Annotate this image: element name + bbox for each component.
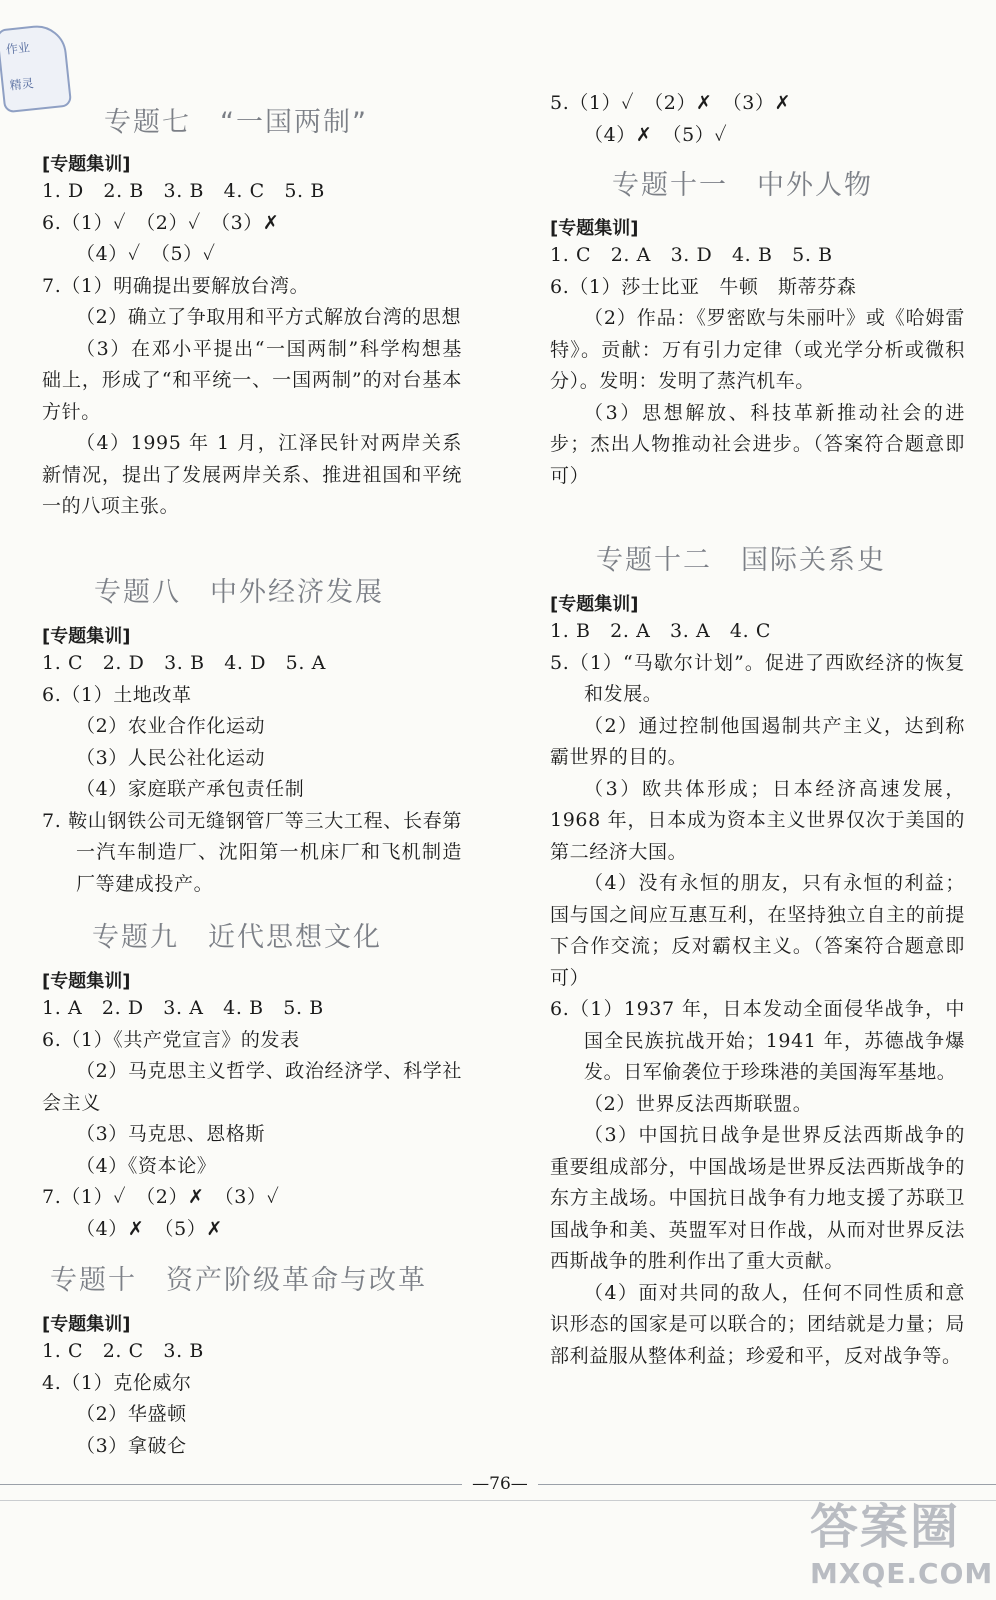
watermark-bottom: MXQE.COM xyxy=(810,1557,994,1590)
section-9-tag: [专题集训] xyxy=(42,971,131,992)
section-12-body xyxy=(550,590,965,1372)
section-8-body xyxy=(42,622,462,900)
s7-q6a: 6.（1）✓ （2）✓ （3）✗ xyxy=(42,211,280,234)
s12-q6-2: （2）世界反法西斯联盟。 xyxy=(584,1092,813,1115)
section-7 xyxy=(42,100,462,139)
s8-q6-1: 6.（1）土地改革 xyxy=(42,683,192,706)
section-11-body xyxy=(550,214,965,492)
section-10-continued xyxy=(550,88,965,151)
s12-q5-2: （2）通过控制他国遏制共产主义，达到称霸世界的目的。 xyxy=(550,714,965,768)
stamp-line2: 精灵 xyxy=(8,76,35,93)
s12-q5-4: （4）没有永恒的朋友，只有永恒的利益；国与国之间应互惠互利，在坚持独立自主的前提下合作交流；反对霸权主义。（答案符合题意即可） xyxy=(550,872,965,989)
stamp-line1: 作业 xyxy=(5,40,31,57)
s12-q5-3: （3）欧共体形成；日本经济高速发展，1968 年，日本成为资本主义世界仅次于美国的第二经济大国。 xyxy=(550,777,965,863)
s8-q7: 7. 鞍山钢铁公司无缝钢管厂等三大工程、长春第一汽车制造厂、沈阳第一机床厂和飞机制造厂等建成投产。 xyxy=(42,809,462,895)
s7-q1-5: 1. D 2. B 3. B 4. C 5. B xyxy=(42,180,325,202)
s8-q6-4: （4）家庭联产承包责任制 xyxy=(76,778,305,800)
s9-q6-1: 6.（1）《共产党宣言》的发表 xyxy=(42,1028,300,1051)
section-9-title: 专题九 近代思想文化 xyxy=(92,922,382,953)
section-11-tag: [专题集训] xyxy=(550,218,639,239)
section-10-body xyxy=(42,1310,462,1462)
s8-q6-2: （2）农业合作化运动 xyxy=(76,715,266,737)
s9-q6-3: （3）马克思、恩格斯 xyxy=(76,1123,266,1145)
s7-q7-3: （3）在邓小平提出“一国两制”科学构想基础上，形成了“和平统一、一国两制”的对台基本方针。 xyxy=(42,337,462,423)
s7-q6b: （4）✓ （5）✓ xyxy=(76,243,216,265)
watermark xyxy=(810,1488,994,1598)
s7-q7-1: 7.（1）明确提出要解放台湾。 xyxy=(42,274,310,297)
s10-q4-1: 4.（1）克伦威尔 xyxy=(42,1371,192,1394)
section-7-title: 专题七 “一国两制” xyxy=(104,107,368,138)
s12-q1-4: 1. B 2. A 3. A 4. C xyxy=(550,620,772,642)
s10-q5a: 5.（1）✓ （2）✗ （3）✗ xyxy=(550,92,792,114)
section-10-tag: [专题集训] xyxy=(42,1314,131,1335)
s11-q6-3: （3）思想解放、科技革新推动社会的进步；杰出人物推动社会进步。（答案符合题意即可） xyxy=(550,401,965,487)
section-10 xyxy=(42,1258,462,1297)
s10-q1-3: 1. C 2. C 3. B xyxy=(42,1340,204,1362)
s12-q6-4: （4）面对共同的敌人，任何不同性质和意识形态的国家是可以联合的；团结就是力量；局部利益服从整体利益；珍爱和平，反对战争等。 xyxy=(550,1281,965,1367)
s12-q6-3: （3）中国抗日战争是世界反法西斯战争的重要组成部分，中国战场是世界反法西斯战争的东方主战场。中国抗日战争有力地支援了苏联卫国战争和美、英盟军对日作战，从而对世界反法西斯战争的胜利作出了重大贡献。 xyxy=(550,1124,965,1272)
s9-q7b: （4）✗ （5）✗ xyxy=(76,1217,223,1240)
section-8-tag: [专题集训] xyxy=(42,626,131,647)
s7-q7-4: （4）1995 年 1 月，江泽民针对两岸关系新情况，提出了发展两岸关系、推进祖国和平统一的八项主张。 xyxy=(42,432,462,517)
page-number: —76— xyxy=(462,1474,538,1494)
s10-q4-3: （3）拿破仑 xyxy=(76,1434,187,1457)
s11-q6-1: 6.（1）莎士比亚 牛顿 斯蒂芬森 xyxy=(550,275,857,298)
s7-q7-2: （2）确立了争取用和平方式解放台湾的思想 xyxy=(76,306,462,328)
s12-q6-1: 6.（1）1937 年，日本发动全面侵华战争，中国全民族抗战开始；1941 年，苏德战争爆发。日军偷袭位于珍珠港的美国海军基地。 xyxy=(550,998,965,1083)
section-9-body xyxy=(42,967,462,1245)
section-11 xyxy=(550,163,965,202)
section-7-body xyxy=(42,150,462,523)
s8-q6-3: （3）人民公社化运动 xyxy=(76,746,266,769)
section-8 xyxy=(42,570,462,609)
s11-q6-2: （2）作品：《罗密欧与朱丽叶》或《哈姆雷特》。贡献：万有引力定律（或光学分析或微积分）。发明：发明了蒸汽机车。 xyxy=(550,307,965,392)
section-12-tag: [专题集训] xyxy=(550,594,639,615)
watermark-top: 答案圈 xyxy=(810,1499,961,1555)
s9-q6-4: （4）《资本论》 xyxy=(76,1154,217,1177)
section-9 xyxy=(42,915,462,954)
s10-q4-2: （2）华盛顿 xyxy=(76,1403,187,1425)
s9-q6-2: （2）马克思主义哲学、政治经济学、科学社会主义 xyxy=(42,1060,462,1114)
section-8-title: 专题八 中外经济发展 xyxy=(94,577,384,608)
section-7-tag: [专题集训] xyxy=(42,154,131,175)
section-10-title: 专题十 资产阶级革命与改革 xyxy=(50,1265,427,1296)
s8-q1-5: 1. C 2. D 3. B 4. D 5. A xyxy=(42,652,326,674)
section-11-title: 专题十一 中外人物 xyxy=(612,170,873,201)
s9-q7a: 7.（1）✓ （2）✗ （3）✓ xyxy=(42,1186,280,1208)
s12-q5-1: 5.（1）“马歇尔计划”。促进了西欧经济的恢复和发展。 xyxy=(550,651,965,705)
section-12 xyxy=(550,538,965,577)
section-12-title: 专题十二 国际关系史 xyxy=(596,545,886,576)
s11-q1-5: 1. C 2. A 3. D 4. B 5. B xyxy=(550,244,833,266)
s10-q5b: （4）✗ （5）✓ xyxy=(584,123,728,146)
s9-q1-5: 1. A 2. D 3. A 4. B 5. B xyxy=(42,997,324,1019)
